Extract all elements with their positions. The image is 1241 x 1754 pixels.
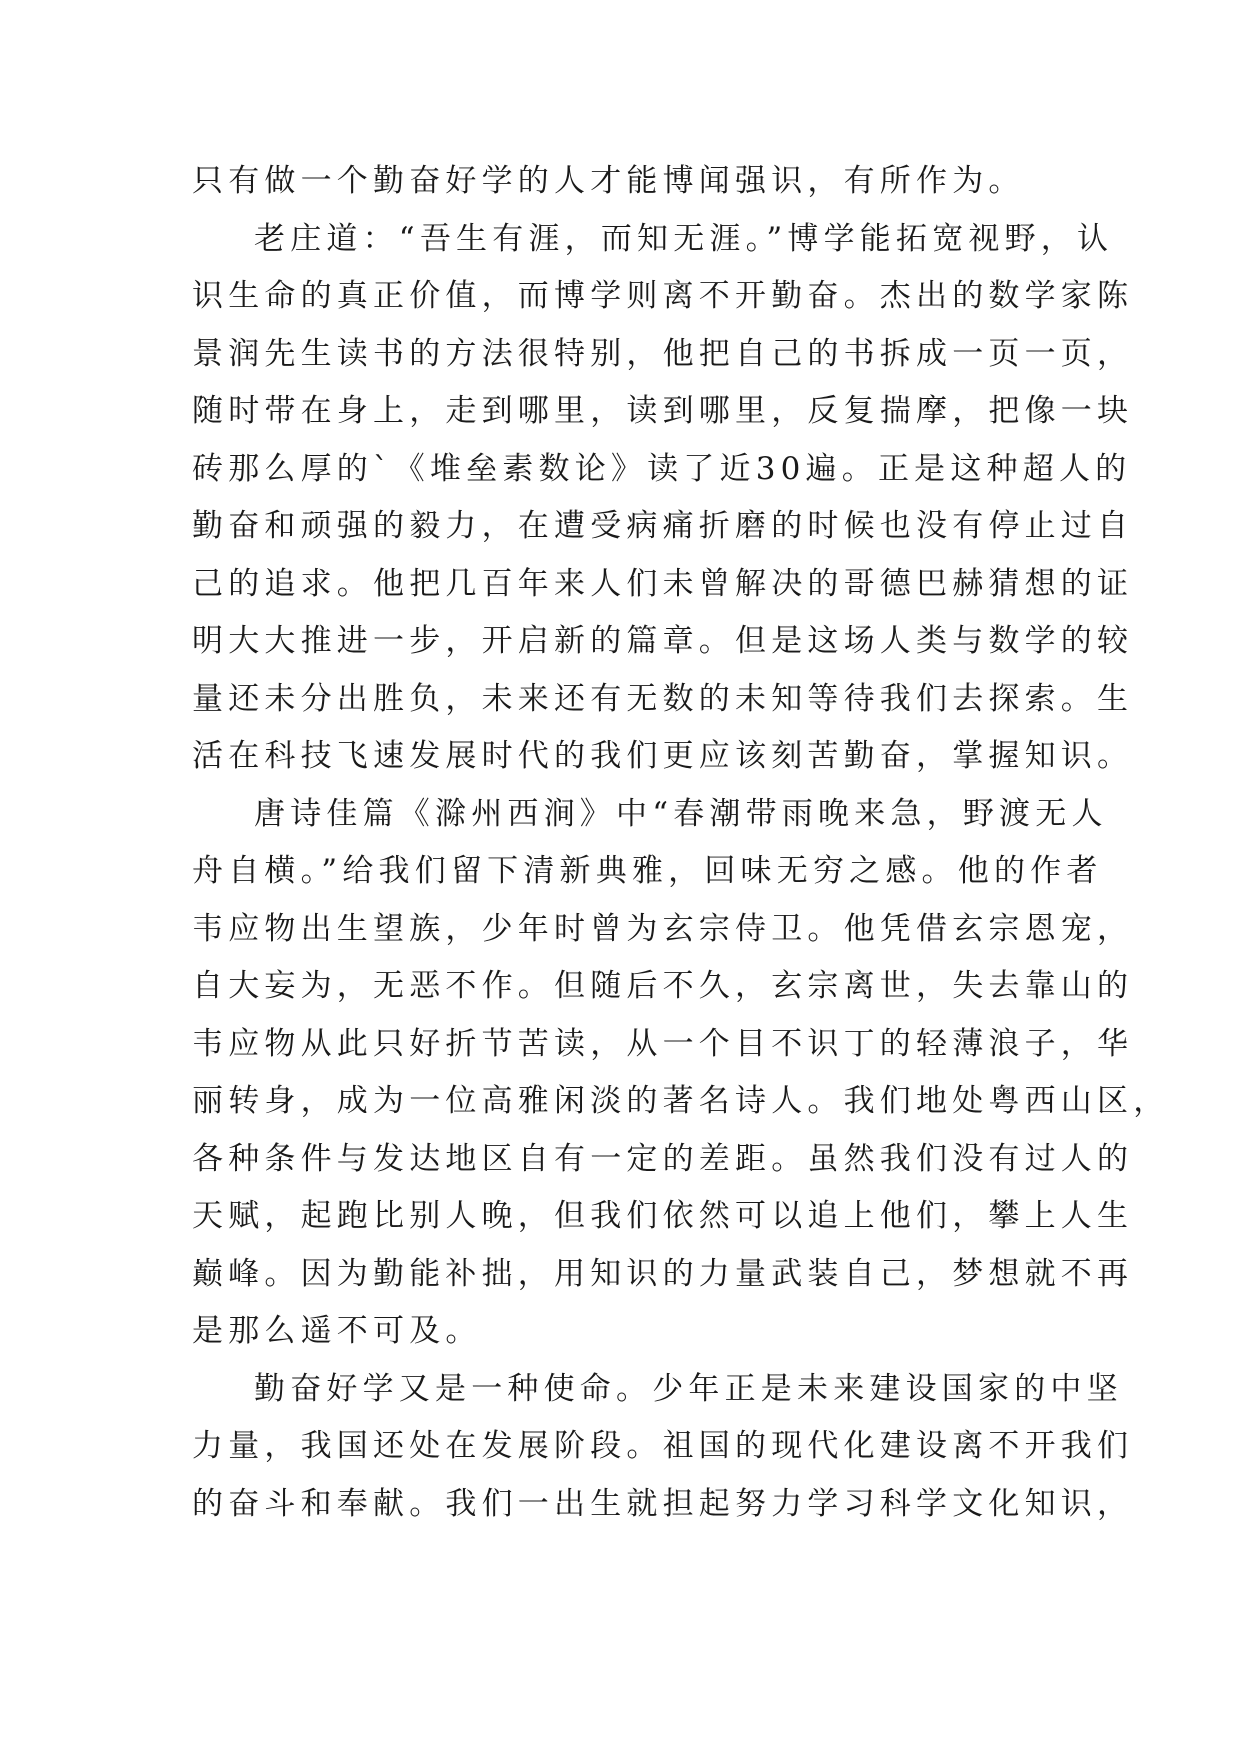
text-line: 是那么遥不可及。 bbox=[192, 1313, 482, 1349]
text-line: 丽转身，成为一位高雅闲淡的著名诗人。我们地处粤西山区， bbox=[192, 1083, 1170, 1119]
text-line: 舟自横。”给我们留下清新典雅，回味无穷之感。他的作者 bbox=[192, 853, 1103, 889]
text-line: 活在科技飞速发展时代的我们更应该刻苦勤奋，掌握知识。 bbox=[192, 738, 1134, 774]
paragraph-first-line: 唐诗佳篇《滁州西涧》中“春潮带雨晚来急，野渡无人 bbox=[254, 795, 1108, 832]
paragraph-first-line: 老庄道：“吾生有涯，而知无涯。”博学能拓宽视野，认 bbox=[254, 220, 1114, 257]
text-line: 力量，我国还处在发展阶段。祖国的现代化建设离不开我们 bbox=[192, 1428, 1134, 1464]
paragraph-first-line: 勤奋好学又是一种使命。少年正是未来建设国家的中坚 bbox=[254, 1370, 1123, 1407]
text-line: 的奋斗和奉献。我们一出生就担起努力学习科学文化知识， bbox=[192, 1485, 1134, 1522]
text-line: 勤奋和顽强的毅力，在遭受病痛折磨的时候也没有停止过自 bbox=[192, 508, 1134, 544]
text-line: 识生命的真正价值，而博学则离不开勤奋。杰出的数学家陈 bbox=[192, 278, 1134, 314]
text-line: 巅峰。因为勤能补拙，用知识的力量武装自己，梦想就不再 bbox=[192, 1255, 1134, 1292]
text-line: 随时带在身上，走到哪里，读到哪里，反复揣摩，把像一块 bbox=[192, 393, 1134, 429]
text-line: 各种条件与发达地区自有一定的差距。虽然我们没有过人的 bbox=[192, 1140, 1134, 1177]
text-line: 自大妄为，无恶不作。但随后不久，玄宗离世，失去靠山的 bbox=[192, 968, 1134, 1004]
text-line: 韦应物从此只好折节苦读，从一个目不识丁的轻薄浪子，华 bbox=[192, 1025, 1134, 1062]
text-line: 天赋，起跑比别人晚，但我们依然可以追上他们，攀上人生 bbox=[192, 1198, 1134, 1234]
text-line: 量还未分出胜负，未来还有无数的未知等待我们去探索。生 bbox=[192, 680, 1134, 717]
text-line: 己的追求。他把几百年来人们未曾解决的哥德巴赫猜想的证 bbox=[192, 565, 1134, 602]
text-line: 砖那么厚的`《堆垒素数论》读了近30遍。正是这种超人的 bbox=[192, 450, 1132, 487]
text-line: 韦应物出生望族，少年时曾为玄宗侍卫。他凭借玄宗恩宠， bbox=[192, 910, 1134, 947]
body-text bbox=[192, 153, 1170, 1533]
text-line: 景润先生读书的方法很特别，他把自己的书拆成一页一页， bbox=[192, 335, 1134, 372]
text-line: 明大大推进一步，开启新的篇章。但是这场人类与数学的较 bbox=[192, 623, 1134, 659]
text-line: 只有做一个勤奋好学的人才能博闻强识，有所作为。 bbox=[192, 163, 1025, 199]
